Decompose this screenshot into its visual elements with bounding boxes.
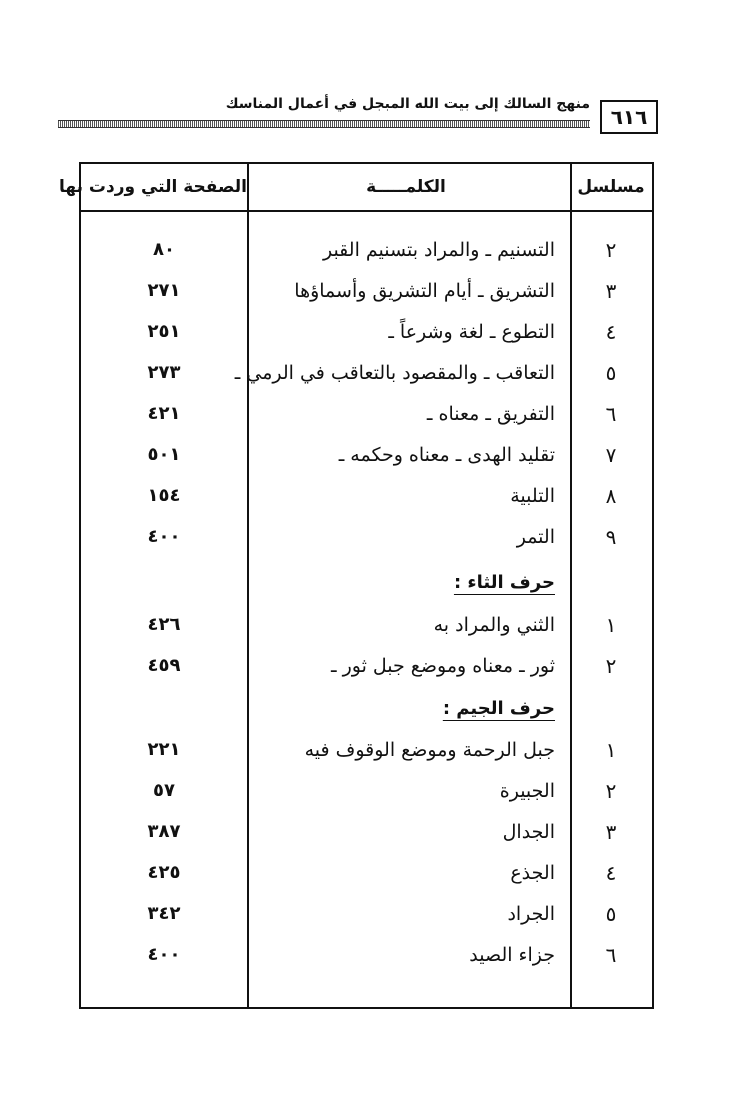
serial-cell: ١ [605,738,617,762]
serial-cell: ٤ [605,861,617,885]
page-cell: ٣٨٧ [147,821,181,842]
page-cell: ٤٠٠ [147,944,181,965]
serial-cell: ٢ [605,238,617,262]
word-cell: الجدال [502,821,555,843]
word-cell: التمر [516,526,555,548]
index-table [58,162,654,1009]
word-cell: تقليد الهدى ـ معناه وحكمه ـ [338,444,555,466]
serial-cell: ٨ [605,484,617,508]
table-row [81,853,652,893]
word-cell: التلبية [510,485,555,507]
page-cell: ٤٢١ [147,403,181,424]
word-cell: الجراد [507,903,555,925]
serial-cell: ٦ [605,943,617,967]
page-cell: ٤٥٩ [147,655,181,676]
running-title: منهج السالك إلى بيت الله المبجل في أعمال المناسك [225,96,590,112]
table-row [81,312,652,352]
table-row [81,517,652,557]
table-row [81,394,652,434]
page-header [58,96,658,130]
column-header-serial: مسلسل [577,177,645,197]
header-divider [81,210,652,212]
serial-cell: ٤ [605,320,617,344]
page-cell: ٤٢٥ [147,862,181,883]
table-row [81,435,652,475]
page-cell: ٨٠ [153,239,175,260]
serial-cell: ٥ [605,361,617,385]
table-row [81,646,652,686]
word-cell: جزاء الصيد [469,944,555,966]
word-cell: جبل الرحمة وموضع الوقوف فيه [304,739,555,761]
serial-cell: ٦ [605,402,617,426]
word-cell: الجبيرة [499,780,555,802]
column-header-word: الكلمـــــة [366,177,446,197]
word-cell: الجذع [510,862,555,884]
serial-cell: ٥ [605,902,617,926]
page-cell: ٤٢٦ [147,614,181,635]
page-cell: ٢٥١ [147,321,181,342]
serial-cell: ٣ [605,820,617,844]
page-cell: ٢٧٣ [147,362,181,383]
serial-cell: ٧ [605,443,617,467]
page-number: ٦١٦ [600,100,658,134]
table-row [81,935,652,975]
serial-cell: ٢ [605,779,617,803]
serial-cell: ٩ [605,525,617,549]
table-row [81,894,652,934]
serial-cell: ١ [605,613,617,637]
page-cell: ٤٠٠ [147,526,181,547]
page-cell: ٥٠١ [147,444,181,465]
table-row [81,605,652,645]
table-row [81,271,652,311]
header-rule [58,120,590,128]
table-row [81,230,652,270]
word-cell: التطوع ـ لغة وشرعاً ـ [388,321,555,343]
page-cell: ٢٢١ [147,739,181,760]
page-cell: ٥٧ [153,780,175,801]
word-cell: ثور ـ معناه وموضع جبل ثور ـ [330,655,555,677]
word-cell: التشريق ـ أيام التشريق وأسماؤها [294,280,555,302]
word-cell: التسنيم ـ والمراد بتسنيم القبر [322,239,555,261]
table-row [81,730,652,770]
word-cell: التعاقب ـ والمقصود بالتعاقب في الرمي ـ [234,362,555,384]
word-cell: التفريق ـ معناه ـ [426,403,555,425]
serial-cell: ٢ [605,654,617,678]
word-cell: الثني والمراد به [433,614,555,636]
table-row [81,812,652,852]
table-row [81,353,652,393]
table-row [81,771,652,811]
serial-cell: ٣ [605,279,617,303]
page-cell: ٢٧١ [147,280,181,301]
page-cell: ٣٤٢ [147,903,181,924]
column-header-page: الصفحة التي وردت بها [58,177,247,197]
section-heading-tha: حرف الثاء : [453,572,555,593]
section-heading-jim: حرف الجيم : [442,698,555,719]
table-row [81,476,652,516]
page-cell: ١٥٤ [147,485,181,506]
